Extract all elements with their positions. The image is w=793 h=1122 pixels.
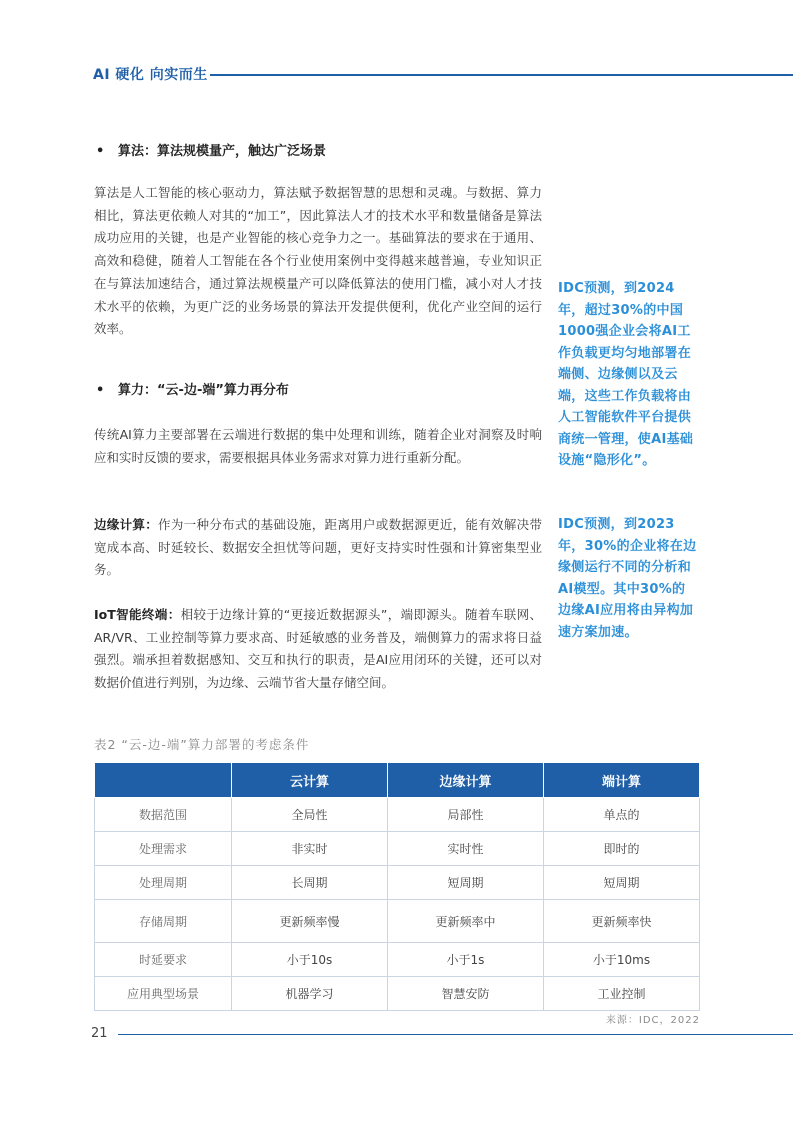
- footer-rule: [118, 1034, 793, 1035]
- table-cell: 短周期: [544, 866, 700, 900]
- table-source: 来源：IDC，2022: [605, 1015, 700, 1026]
- table-cell: 智慧安防: [388, 977, 544, 1011]
- table-row-header: 存储周期: [95, 900, 232, 943]
- table-header-cell: 边缘计算: [388, 763, 544, 798]
- table-header-cell: 云计算: [232, 763, 388, 798]
- table-row-header: 数据范围: [95, 798, 232, 832]
- table-cell: 更新频率中: [388, 900, 544, 943]
- table-row-header: 应用典型场景: [95, 977, 232, 1011]
- table-row-header: 处理需求: [95, 832, 232, 866]
- table-row: [95, 832, 700, 866]
- iot-label: IoT智能终端：: [94, 607, 181, 622]
- sidebar-note-1: IDC预测，到2024年，超过30%的中国1000强企业会将AI工作负载更均匀地部署在端侧、边缘侧以及云端，这些工作负载将由人工智能软件平台提供商统一管理，使AI基础设施“隐形化”。: [558, 281, 694, 468]
- page-number: 21: [91, 1026, 108, 1041]
- table-cell: 全局性: [232, 798, 388, 832]
- table-cell: 单点的: [544, 798, 700, 832]
- table-cell: 即时的: [544, 832, 700, 866]
- table-row: [95, 977, 700, 1011]
- table-cell: 局部性: [388, 798, 544, 832]
- bullet-dot: •: [96, 144, 105, 159]
- algo-paragraph: 算法是人工智能的核心驱动力，算法赋予数据智慧的思想和灵魂。与数据、算力相比，算法更依赖人对其的“加工”，因此算法人才的技术水平和数量储备是算法成功应用的关键，也是产业智能的核心竞争力之一。基础算法的要求在于通用、高效和稳健，随着人工智能在各个行业使用案例中变得越来越普遍，专业知识正在与算法加速结合，通过算法规模量产可以降低算法的使用门槛，减小对人才技术水平的依赖，为更广泛的业务场景的算法开发提供便利，优化产业空间的运行效率。: [94, 185, 542, 337]
- algo-heading-text: 算法：算法规模量产，触达广泛场景: [118, 144, 327, 159]
- table-row: [95, 866, 700, 900]
- edge-text: 作为一种分布式的基础设施，距离用户或数据源更近，能有效解决带宽成本高、时延较长、数据安全担忧等问题，更好支持实时性强和计算密集型业务。: [94, 517, 542, 578]
- table-cell: 更新频率慢: [232, 900, 388, 943]
- iot-text: 相较于边缘计算的“更接近数据源头”，端即源头。随着车联网、AR/VR、工业控制等算力要求高、时延敏感的业务普及，端侧算力的需求将日益强烈。端承担着数据感知、交互和执行的职责，是AI应用闭环的关键，还可以对数据价值进行判别，为边缘、云端节省大量存储空间。: [94, 607, 542, 691]
- table-header-row: [95, 763, 700, 798]
- sidebar-note-2: IDC预测，到2023年，30%的企业将在边缘侧运行不同的分析和AI模型。其中30%的边缘AI应用将由异构加速方案加速。: [558, 517, 697, 640]
- table-caption: 表2 “云-边-端”算力部署的考虑条件: [94, 737, 310, 752]
- edge-label: 边缘计算：: [94, 517, 159, 532]
- table-header-cell: 端计算: [544, 763, 700, 798]
- table-cell: 小于10s: [232, 943, 388, 977]
- table-cell: 小于1s: [388, 943, 544, 977]
- compute-paragraph: 传统AI算力主要部署在云端进行数据的集中处理和训练，随着企业对洞察及时响应和实时反馈的要求，需要根据具体业务需求对算力进行重新分配。: [94, 427, 542, 465]
- header-title: AI 硬化 向实而生: [93, 67, 208, 83]
- table-row: [95, 900, 700, 943]
- bullet-dot: •: [96, 383, 105, 398]
- compute-table: [94, 762, 700, 1011]
- edge-paragraph: [94, 514, 542, 582]
- table-cell: 非实时: [232, 832, 388, 866]
- table-cell: 更新频率快: [544, 900, 700, 943]
- table-row: [95, 943, 700, 977]
- table-cell: 实时性: [388, 832, 544, 866]
- compute-heading-text: 算力：“云-边-端”算力再分布: [118, 383, 289, 398]
- table-row-header: 处理周期: [95, 866, 232, 900]
- table-cell: 机器学习: [232, 977, 388, 1011]
- table-header-cell: [95, 763, 232, 798]
- header-rule: [210, 74, 793, 76]
- table-cell: 工业控制: [544, 977, 700, 1011]
- table-row-header: 时延要求: [95, 943, 232, 977]
- iot-paragraph: [94, 604, 542, 695]
- table-cell: 小于10ms: [544, 943, 700, 977]
- algo-heading: [96, 140, 326, 159]
- table-cell: 长周期: [232, 866, 388, 900]
- compute-heading: [96, 379, 289, 398]
- table-cell: 短周期: [388, 866, 544, 900]
- table-row: [95, 798, 700, 832]
